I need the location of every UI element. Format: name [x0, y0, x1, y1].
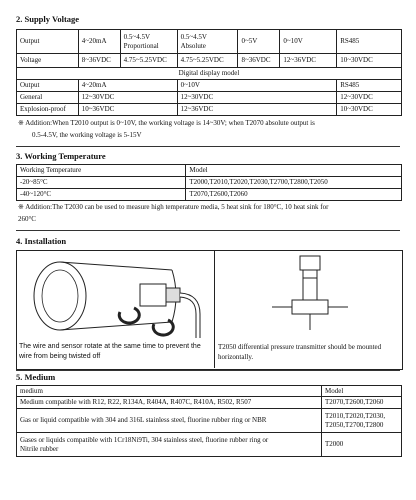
- cell: 8~36VDC: [238, 54, 280, 68]
- cell: Model: [186, 165, 402, 177]
- cell: T2010,T2020,T2030, T2050,T2700,T2800: [322, 409, 402, 433]
- cell: T2000,T2010,T2020,T2030,T2700,T2800,T2050: [186, 177, 402, 189]
- cell: Gas or liquid compatible with 304 and 316L stainless steel, fluorine rubber ring or NBR: [17, 409, 322, 433]
- divider: [16, 370, 400, 371]
- installation-divider: [214, 250, 215, 368]
- cell: Working Temperature: [17, 165, 186, 177]
- display-model-header: Digital display model: [17, 68, 402, 80]
- cell: 12~36VDC: [177, 104, 337, 116]
- cell: Model: [322, 386, 402, 397]
- sensor-rotation-illustration: [22, 254, 212, 340]
- cell: medium: [17, 386, 322, 397]
- cell: 0~10V: [280, 30, 337, 54]
- cell: Gases or liquids compatible with 1Cr18Ni9Ti, 304 stainless steel, fluorine rubber ring or Nitrile rubber: [17, 433, 322, 457]
- cell: RS485: [337, 80, 402, 92]
- rotate-arrow-icon: [119, 308, 139, 323]
- cell: 0~10V: [177, 80, 337, 92]
- cell: 4.75~5.25VDC: [120, 54, 177, 68]
- section-title-supply: 2. Supply Voltage: [16, 14, 80, 24]
- cell: Output: [17, 30, 79, 54]
- cell: 10~30VDC: [337, 54, 402, 68]
- cell: 12~36VDC: [280, 54, 337, 68]
- cell: 12~30VDC: [78, 92, 177, 104]
- transmitter-illustration: [270, 254, 350, 334]
- cell: 10~36VDC: [78, 104, 177, 116]
- cell: Output: [17, 80, 79, 92]
- cell: Voltage: [17, 54, 79, 68]
- cell: 12~30VDC: [337, 92, 402, 104]
- cell: T2070,T2600,T2060: [186, 189, 402, 201]
- cell: 10~30VDC: [337, 104, 402, 116]
- cell: T2000: [322, 433, 402, 457]
- working-temperature-table: [16, 164, 402, 201]
- supply-note: ※ Addition:When T2010 output is 0~10V, the working voltage is 14~30V; when T2070 absolute output is: [18, 119, 315, 127]
- cell: 12~30VDC: [177, 92, 337, 104]
- supply-voltage-table: [16, 29, 402, 116]
- temperature-note-cont: 260°C: [18, 215, 36, 223]
- cell: Explosion-proof: [17, 104, 79, 116]
- cell: 0~5V: [238, 30, 280, 54]
- cell: T2070,T2600,T2060: [322, 397, 402, 409]
- cell: -20~85°C: [17, 177, 186, 189]
- cell: 0.5~4.5V Absolute: [177, 30, 238, 54]
- installation-right-caption: T2050 differential pressure transmitter should be mounted horizontally.: [218, 343, 382, 361]
- section-title-temperature: 3. Working Temperature: [16, 151, 106, 161]
- section-title-medium: 5. Medium: [16, 372, 56, 382]
- cell: 0.5~4.5V Proportional: [120, 30, 177, 54]
- cell: 4~20mA: [78, 30, 120, 54]
- divider: [16, 230, 400, 231]
- installation-left-caption: The wire and sensor rotate at the same time to prevent the wire from being twisted off: [19, 343, 201, 360]
- cell: Medium compatible with R12, R22, R134A, R404A, R407C, R410A, R502, R507: [17, 397, 322, 409]
- medium-table: [16, 385, 402, 457]
- cell: -40~120°C: [17, 189, 186, 201]
- cell: RS485: [337, 30, 402, 54]
- supply-note-cont: 0.5-4.5V, the working voltage is 5-15V: [32, 131, 142, 139]
- cell: 4.75~5.25VDC: [177, 54, 238, 68]
- divider: [16, 146, 400, 147]
- section-title-installation: 4. Installation: [16, 236, 67, 246]
- cell: General: [17, 92, 79, 104]
- cell: 8~36VDC: [78, 54, 120, 68]
- cell: 4~20mA: [78, 80, 177, 92]
- temperature-note: ※ Addition:The T2030 can be used to measure high temperature media, 5 heat sink for 180°C, 10 heat sink for: [18, 203, 329, 211]
